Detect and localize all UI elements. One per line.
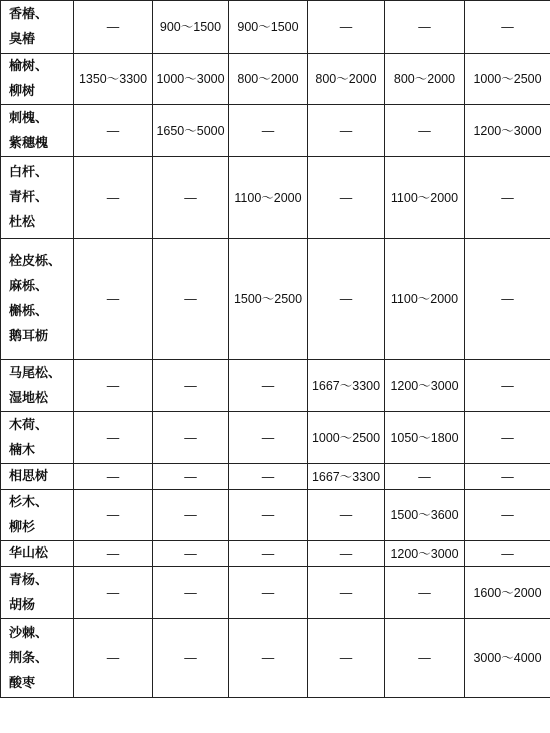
density-value-cell: — bbox=[74, 1, 153, 54]
density-value-cell: — bbox=[385, 1, 465, 54]
density-value-cell: 1350～3300 bbox=[74, 54, 153, 105]
species-name-line: 杜松 bbox=[9, 215, 36, 230]
density-value-cell: — bbox=[153, 464, 229, 490]
species-name-line: 榆树、 bbox=[9, 59, 49, 74]
density-value-cell: — bbox=[385, 619, 465, 698]
table-row bbox=[1, 1, 550, 54]
density-value-cell: — bbox=[465, 464, 550, 490]
species-cell bbox=[1, 619, 74, 698]
density-value-cell: — bbox=[308, 619, 385, 698]
density-value-cell: — bbox=[465, 157, 550, 239]
species-cell bbox=[1, 1, 74, 54]
species-cell bbox=[1, 567, 74, 619]
species-name-line: 杉木、 bbox=[9, 495, 49, 510]
table-row bbox=[1, 464, 550, 490]
density-value-cell: — bbox=[229, 412, 308, 464]
density-value-cell: — bbox=[229, 619, 308, 698]
species-name-line: 麻栎、 bbox=[9, 279, 49, 294]
density-value-cell: — bbox=[465, 239, 550, 360]
density-value-cell: 1500～2500 bbox=[229, 239, 308, 360]
density-value-cell: — bbox=[308, 157, 385, 239]
density-value-cell: — bbox=[385, 105, 465, 157]
species-cell bbox=[1, 54, 74, 105]
species-name-line: 柳杉 bbox=[9, 520, 36, 535]
species-name-line: 马尾松、 bbox=[9, 365, 62, 381]
density-value-cell: — bbox=[308, 567, 385, 619]
species-name-line: 鹅耳枥 bbox=[9, 329, 49, 344]
density-value-cell: — bbox=[229, 105, 308, 157]
density-value-cell: 1100～2000 bbox=[229, 157, 308, 239]
table-row bbox=[1, 541, 550, 567]
species-name-line: 香椿、 bbox=[9, 7, 49, 22]
species-cell bbox=[1, 464, 74, 490]
density-value-cell: 900～1500 bbox=[153, 1, 229, 54]
density-value-cell: 800～2000 bbox=[229, 54, 308, 105]
table-row bbox=[1, 412, 550, 464]
density-value-cell: 1000～2500 bbox=[308, 412, 385, 464]
density-value-cell: — bbox=[465, 541, 550, 567]
density-value-cell: 1000～2500 bbox=[465, 54, 550, 105]
density-value-cell: — bbox=[74, 490, 153, 541]
species-name-line: 臭椿 bbox=[9, 32, 36, 47]
density-value-cell: — bbox=[74, 239, 153, 360]
density-value-cell: 1650～5000 bbox=[153, 105, 229, 157]
density-value-cell: 1667～3300 bbox=[308, 464, 385, 490]
density-value-cell: — bbox=[465, 360, 550, 412]
density-value-cell: — bbox=[385, 567, 465, 619]
species-cell bbox=[1, 105, 74, 157]
density-value-cell: — bbox=[74, 157, 153, 239]
species-cell bbox=[1, 412, 74, 464]
species-name-line: 胡杨 bbox=[9, 597, 36, 613]
table-row bbox=[1, 157, 550, 239]
density-value-cell: — bbox=[308, 105, 385, 157]
species-name-line: 楠木 bbox=[9, 442, 36, 458]
density-value-cell: — bbox=[153, 619, 229, 698]
density-value-cell: 1200～3000 bbox=[385, 360, 465, 412]
species-name-line: 华山松 bbox=[9, 546, 49, 561]
density-value-cell: — bbox=[74, 541, 153, 567]
species-name-line: 相思树 bbox=[9, 469, 49, 484]
species-name-line: 湿地松 bbox=[9, 390, 49, 406]
density-value-cell: 1100～2000 bbox=[385, 239, 465, 360]
density-value-cell: 1667～3300 bbox=[308, 360, 385, 412]
species-name-line: 栓皮栎、 bbox=[9, 254, 62, 269]
species-cell bbox=[1, 360, 74, 412]
species-cell bbox=[1, 157, 74, 239]
density-value-cell: — bbox=[153, 490, 229, 541]
density-value-cell: — bbox=[308, 239, 385, 360]
table-row bbox=[1, 490, 550, 541]
density-value-cell: — bbox=[229, 360, 308, 412]
species-name-line: 青杆、 bbox=[9, 190, 49, 205]
density-value-cell: — bbox=[229, 464, 308, 490]
species-name-line: 木荷、 bbox=[9, 417, 49, 433]
species-name-line: 白杆、 bbox=[9, 165, 49, 180]
density-value-cell: — bbox=[74, 464, 153, 490]
density-value-cell: — bbox=[153, 157, 229, 239]
density-value-cell: — bbox=[229, 490, 308, 541]
density-value-cell: — bbox=[308, 490, 385, 541]
species-cell bbox=[1, 541, 74, 567]
density-value-cell: — bbox=[74, 619, 153, 698]
table-row bbox=[1, 567, 550, 619]
density-value-cell: 1050～1800 bbox=[385, 412, 465, 464]
density-value-cell: 1000～3000 bbox=[153, 54, 229, 105]
species-name-line: 柳树 bbox=[9, 84, 36, 99]
table-row bbox=[1, 239, 550, 360]
density-value-cell: — bbox=[308, 541, 385, 567]
species-name-line: 刺槐、 bbox=[9, 110, 49, 126]
species-name-line: 酸枣 bbox=[9, 675, 36, 691]
density-value-cell: — bbox=[465, 412, 550, 464]
density-value-cell: — bbox=[229, 541, 308, 567]
density-value-cell: — bbox=[308, 1, 385, 54]
density-value-cell: 1200～3000 bbox=[465, 105, 550, 157]
species-name-line: 青杨、 bbox=[9, 572, 49, 588]
density-value-cell: 900～1500 bbox=[229, 1, 308, 54]
density-value-cell: 3000～4000 bbox=[465, 619, 550, 698]
species-name-line: 紫穗槐 bbox=[9, 135, 49, 151]
density-value-cell: — bbox=[74, 412, 153, 464]
density-value-cell: — bbox=[74, 105, 153, 157]
density-value-cell: 1200～3000 bbox=[385, 541, 465, 567]
density-value-cell: — bbox=[153, 541, 229, 567]
species-cell bbox=[1, 490, 74, 541]
table-row bbox=[1, 105, 550, 157]
species-cell bbox=[1, 239, 74, 360]
species-name-line: 槲栎、 bbox=[9, 304, 49, 319]
density-value-cell: — bbox=[74, 567, 153, 619]
density-value-cell: 1600～2000 bbox=[465, 567, 550, 619]
density-value-cell: — bbox=[153, 412, 229, 464]
density-value-cell: 800～2000 bbox=[385, 54, 465, 105]
species-name-line: 沙棘、 bbox=[9, 625, 49, 641]
density-value-cell: — bbox=[153, 239, 229, 360]
density-value-cell: 1100～2000 bbox=[385, 157, 465, 239]
density-value-cell: — bbox=[385, 464, 465, 490]
density-value-cell: 1500～3600 bbox=[385, 490, 465, 541]
table-row bbox=[1, 360, 550, 412]
table-body bbox=[1, 1, 550, 698]
table-row bbox=[1, 54, 550, 105]
species-name-line: 荆条、 bbox=[9, 650, 49, 666]
density-value-cell: — bbox=[465, 1, 550, 54]
table-row bbox=[1, 619, 550, 698]
density-value-cell: — bbox=[74, 360, 153, 412]
density-value-cell: — bbox=[153, 360, 229, 412]
density-value-cell: — bbox=[229, 567, 308, 619]
density-value-cell: — bbox=[153, 567, 229, 619]
density-value-cell: — bbox=[465, 490, 550, 541]
density-value-cell: 800～2000 bbox=[308, 54, 385, 105]
